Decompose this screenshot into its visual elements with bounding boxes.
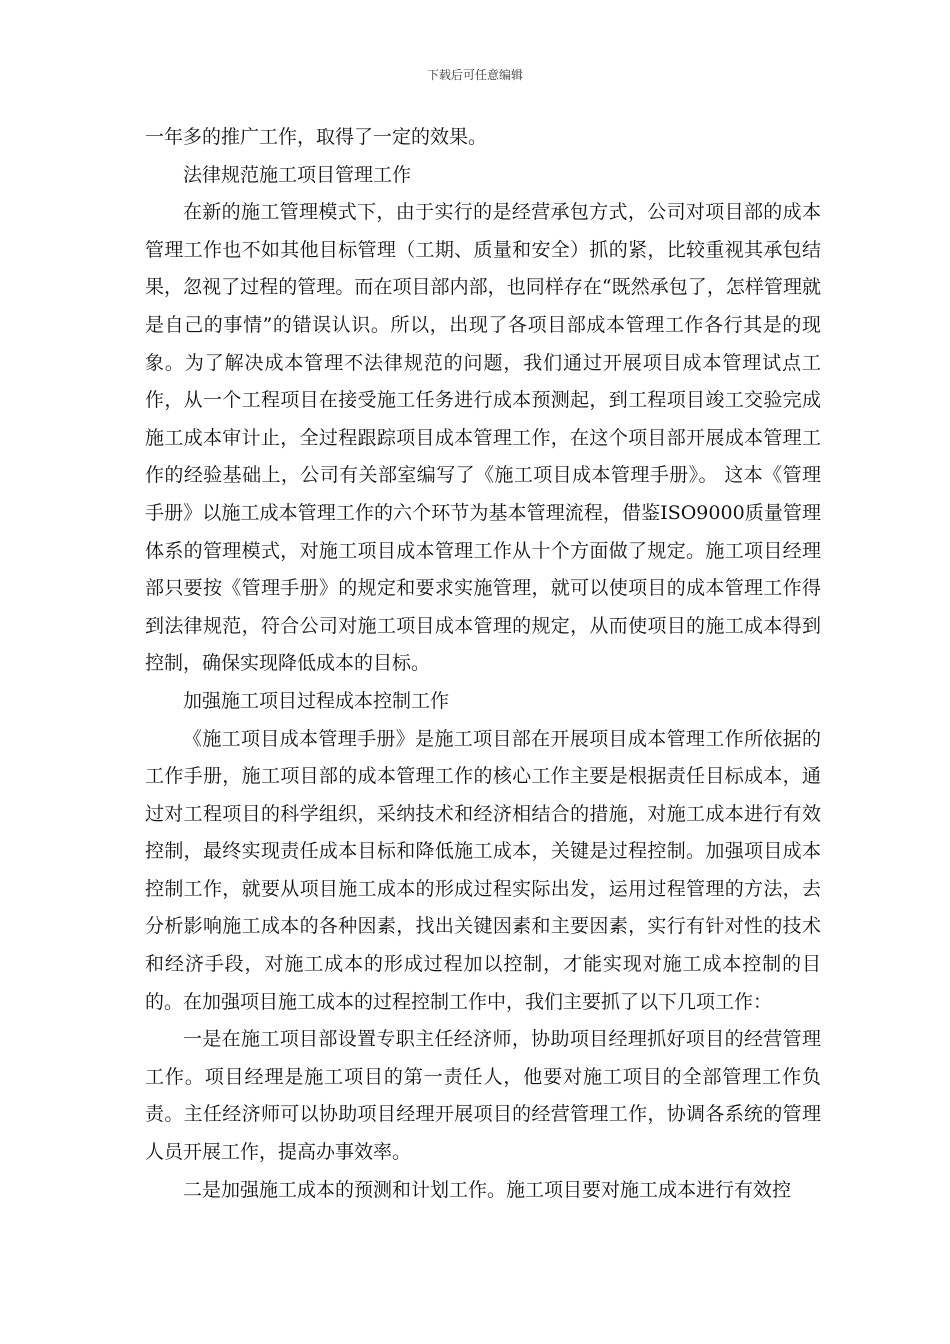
header-note: 下载后可任意编辑 (426, 68, 523, 82)
paragraph-continuation: 一年多的推广工作，取得了一定的效果。 (145, 126, 488, 148)
document-body (145, 119, 821, 1209)
section-heading-legal-standard: 法律规范施工项目管理工作 (183, 163, 412, 186)
paragraph-body: 二是加强施工成本的预测和计划工作。施工项目要对施工成本进行有效控 (183, 1178, 792, 1201)
section-heading-process-control: 加强施工项目过程成本控制工作 (183, 689, 450, 712)
paragraph-body: 在新的施工管理模式下，由于实行的是经营承包方式，公司对项目部的成本管理工作也不如其他目标管理（工期、质量和安全）抓的紧，比较重视其承包结果，忽视了过程的管理。而在项目部内部，也同样存在“既然承包了，怎样管理就是自己的事情”的错误认识。所以，出现了各项目部成本管理工作各行其是的现象。为了解决成本管理不法律规范的问题，我们通过开展项目成本管理试点工作，从一个工程项目在接受施工任务进行成本预测起，到工程项目竣工交验完成施工成本审计止，全过程跟踪项目成本管理工作，在这个项目部开展成本管理工作的经验基础上，公司有关部室编写了《施工项目成本管理手册》。 这本《管理手册》以施工成本管理工作的六个环节为基本管理流程，借鉴ISO9000质量管理体系的管理模式，对施工项目成本管理工作从十个方面做了规定。施工项目经理部只要按《管理手册》的规定和要求实施管理，就可以使项目的成本管理工作得到法律规范，符合公司对施工项目成本管理的规定，从而使项目的施工成本得到控制，确保实现降低成本的目标。 (145, 201, 821, 675)
paragraph-body: 一是在施工项目部设置专职主任经济师，协助项目经理抓好项目的经营管理工作。项目经理是施工项目的第一责任人，他要对施工项目的全部管理工作负责。主任经济师可以协助项目经理开展项目的经营管理工作，协调各系统的管理人员开展工作，提高办事效率。 (145, 1028, 821, 1164)
paragraph-body: 《施工项目成本管理手册》是施工项目部在开展项目成本管理工作所依据的工作手册，施工项目部的成本管理工作的核心工作主要是根据责任目标成本，通过对工程项目的科学组织，采纳技术和经济相结合的措施，对施工成本进行有效控制，最终实现责任成本目标和降低施工成本，关键是过程控制。加强项目成本控制工作，就要从项目施工成本的形成过程实际出发，运用过程管理的方法，去分析影响施工成本的各种因素，找出关键因素和主要因素，实行有针对性的技术和经济手段，对施工成本的形成过程加以控制，才能实现对施工成本控制的目的。在加强项目施工成本的过程控制工作中，我们主要抓了以下几项工作： (145, 727, 821, 1013)
